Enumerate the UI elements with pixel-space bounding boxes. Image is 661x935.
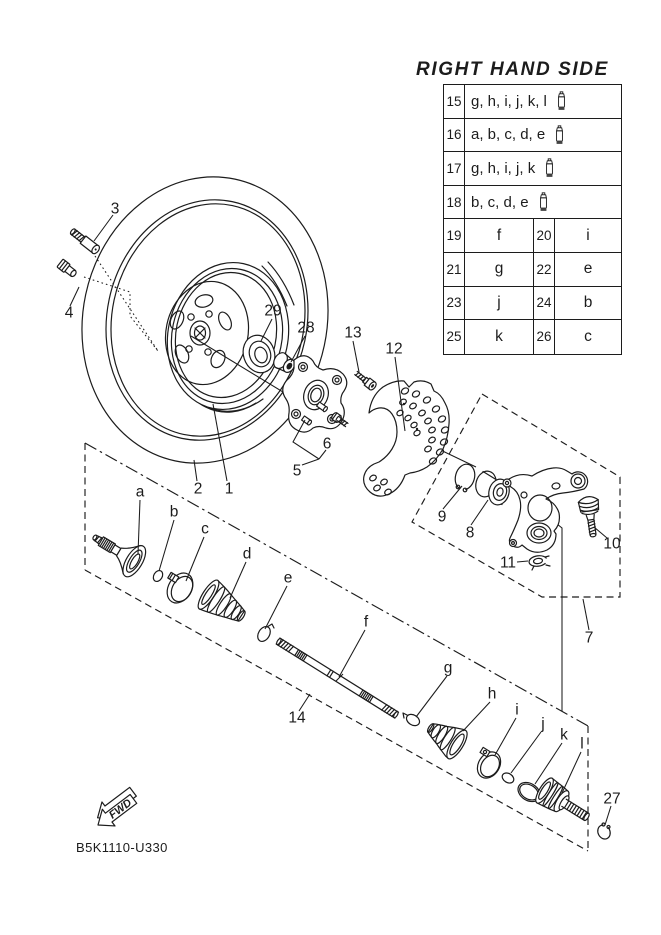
callout-10: 10 [603,535,621,553]
applicable-letter: i [586,226,590,244]
table-row [444,219,621,253]
clip-ring [500,771,515,785]
callout-5: 5 [292,462,302,480]
callout-3: 3 [110,200,120,218]
applicable-letter: c [584,327,592,345]
ref-number: 15 [444,85,465,118]
callout-12: 12 [385,340,403,358]
grease-tube-icon [538,192,549,212]
page-title: RIGHT HAND SIDE [416,59,609,80]
inner-cv-joint [533,776,596,830]
ref-number: 24 [533,287,555,320]
callout-7: 7 [584,629,594,647]
ref-number: 19 [444,219,465,252]
applicable-letters: g, h, i, j, k [471,159,536,177]
snap-ring [452,462,477,493]
callout-k: k [560,726,568,744]
ref-number: 20 [533,219,555,252]
callout-29: 29 [264,302,282,320]
brake-disc-guard [364,381,450,496]
circlip [596,823,613,841]
valve-cap [57,259,78,279]
ref-number: 23 [444,287,465,320]
callout-9: 9 [437,508,447,526]
callout-1: 1 [224,480,234,498]
table-row [444,253,621,287]
table-row [444,320,621,354]
lock-washer [528,555,550,570]
boot-band-inner-large [473,747,506,782]
wheel-bearing [473,469,512,507]
callout-27: 27 [603,790,621,808]
callout-11: 11 [499,554,517,572]
grease-tube-icon [544,158,555,178]
table-row [444,119,621,153]
valve-stem [69,227,101,255]
drawing-code: B5K1110-U330 [76,840,168,855]
stopper-ring [151,569,164,583]
applicable-letter: f [496,226,502,244]
callout-d: d [242,545,252,563]
callout-a: a [135,483,145,501]
outer-cv-joint [84,522,150,581]
cv-boot-inner [420,713,471,762]
callout-j: j [541,715,545,733]
callout-h: h [487,685,497,703]
applicable-letter: k [495,327,503,345]
applicable-letter: j [497,293,501,311]
drive-shaft [276,638,399,719]
ref-number: 26 [533,320,555,354]
callout-c: c [201,520,209,538]
applicable-letters: b, c, d, e [471,193,529,211]
grease-tube-icon [556,91,567,111]
ref-number: 17 [444,152,465,185]
drive-shaft-assembly-box [85,443,588,851]
boot-band-large [162,568,198,607]
callout-8: 8 [465,524,475,542]
steering-knuckle [503,468,588,552]
table-row [444,152,621,186]
callout-6: 6 [322,435,332,453]
callout-b: b [169,503,179,521]
table-row [444,85,621,119]
ref-number: 22 [533,253,555,286]
callout-4: 4 [64,304,74,322]
fwd-arrow [88,783,143,833]
callout-e: e [283,569,293,587]
ref-number: 16 [444,119,465,152]
ref-number: 25 [444,320,465,354]
callout-28: 28 [297,319,315,337]
callout-i: i [515,701,519,719]
applicable-letter: g [494,260,504,278]
callout-l: l [580,735,584,753]
callout-g: g [443,659,453,677]
grease-tube-icon [554,125,565,145]
table-row [444,287,621,321]
ref-number: 21 [444,253,465,286]
callout-f: f [363,613,369,631]
applicable-letter: e [583,260,593,278]
boot-band-small [255,624,274,644]
ref-number: 18 [444,186,465,219]
table-row [444,186,621,220]
callout-2: 2 [193,480,203,498]
parts-table [443,84,622,355]
shaft-clip [403,712,422,728]
disc-guard-bolt [353,369,377,391]
cv-boot-outer [195,577,253,631]
callout-14: 14 [288,709,306,727]
applicable-letters: a, b, c, d, e [471,126,546,144]
applicable-letters: g, h, i, j, k, l [471,92,547,110]
applicable-letter: b [583,293,593,311]
fwd-label: FWD [106,796,135,822]
callout-13: 13 [344,324,362,342]
